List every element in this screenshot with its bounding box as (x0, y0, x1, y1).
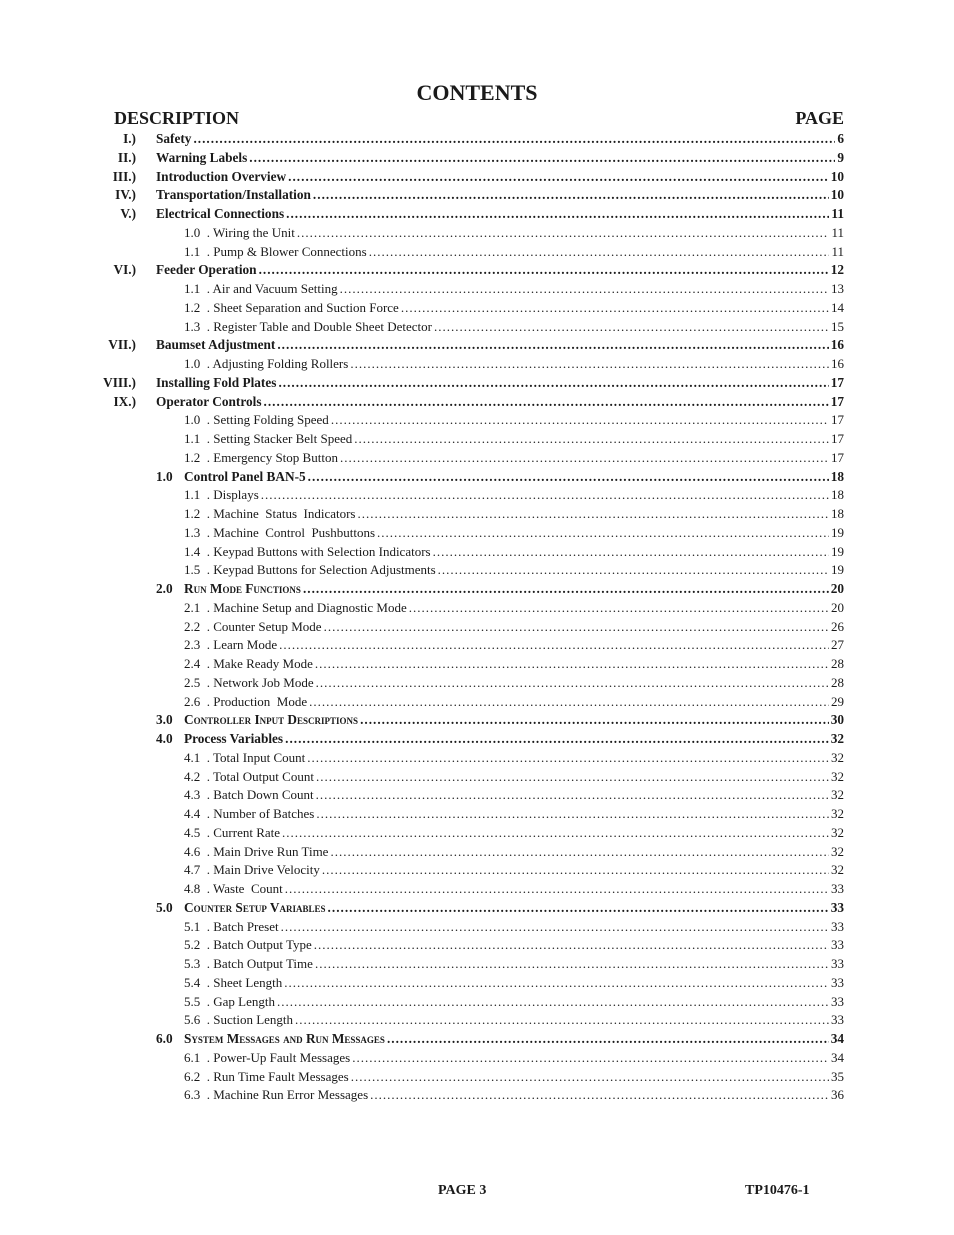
dot-leader (315, 955, 829, 974)
toc-entry-title: 1.1 . Displays (184, 487, 259, 503)
toc-entry-page: 11 (831, 224, 844, 240)
dot-leader (307, 749, 829, 768)
dot-leader (354, 430, 829, 449)
toc-entry[interactable] (0, 674, 954, 693)
toc-entry-number: 5.0 (156, 899, 173, 915)
dot-leader (281, 918, 829, 937)
toc-entry[interactable] (0, 205, 954, 224)
toc-entry-page: 19 (831, 562, 844, 578)
dot-leader (308, 468, 829, 487)
dot-leader (316, 768, 829, 787)
toc-entry-page: 11 (831, 206, 844, 221)
toc-entry-title: 5.2 . Batch Output Type (184, 937, 312, 953)
toc-entry-number: 1.0 (156, 468, 173, 484)
toc-entry[interactable] (0, 880, 954, 899)
dot-leader (315, 655, 829, 674)
toc-entry-number: 4.0 (156, 731, 173, 746)
toc-entry[interactable] (0, 1086, 954, 1105)
toc-entry-title: 4.6 . Main Drive Run Time (184, 843, 329, 859)
toc-entry-number: 3.0 (156, 712, 173, 728)
toc-entry-page: 30 (830, 712, 844, 728)
toc-entry[interactable] (0, 974, 954, 993)
toc-entry-title: 1.2 . Emergency Stop Button (184, 449, 338, 465)
toc-entry-page: 32 (831, 787, 844, 803)
dot-leader (377, 524, 829, 543)
dot-leader (360, 711, 829, 730)
toc-entry-page: 32 (831, 862, 844, 878)
toc-entry[interactable] (0, 580, 954, 599)
toc-entry[interactable] (0, 655, 954, 674)
toc-entry[interactable] (0, 130, 954, 149)
toc-entry-title: Control Panel BAN-5 (184, 468, 306, 484)
toc-entry-page: 27 (831, 637, 844, 653)
toc-entry[interactable] (0, 843, 954, 862)
dot-leader (370, 1086, 829, 1105)
toc-entry-page: 29 (831, 693, 844, 709)
toc-entry-number: VI.) (113, 262, 136, 278)
toc-entry[interactable] (0, 449, 954, 468)
dot-leader (313, 186, 829, 205)
toc-entry-page: 34 (831, 1049, 844, 1065)
toc-entry[interactable] (0, 1068, 954, 1087)
toc-entry-page: 10 (830, 168, 844, 184)
dot-leader (277, 336, 828, 355)
toc-entry-page: 33 (831, 881, 844, 896)
dot-leader (369, 243, 830, 262)
toc-entry-title: 4.4 . Number of Batches (184, 806, 315, 821)
dot-leader (330, 843, 829, 862)
toc-entry-page: 13 (831, 281, 844, 296)
toc-entry[interactable] (0, 374, 954, 393)
toc-entry-title: Transportation/Installation (156, 187, 311, 203)
toc-entry-title: 1.0 . Setting Folding Speed (184, 412, 329, 428)
dot-leader (322, 861, 829, 880)
toc-entry-page: 17 (830, 374, 844, 390)
toc-entry-page: 36 (831, 1087, 844, 1103)
toc-entry-page: 20 (831, 599, 844, 615)
toc-entry-title: 4.8 . Waste Count (184, 881, 283, 896)
toc-entry-title: Run Mode Functions (184, 581, 301, 596)
toc-entry[interactable] (0, 730, 954, 749)
toc-entry-title: System Messages and Run Messages (184, 1031, 385, 1046)
toc-entry-page: 19 (831, 524, 844, 540)
toc-entry[interactable] (0, 711, 954, 730)
dot-leader (264, 393, 829, 412)
toc-entry-number: V.) (120, 206, 136, 221)
footer-page-number: PAGE 3 (438, 1183, 487, 1198)
toc-entry-title: Counter Setup Variables (184, 899, 326, 915)
toc-entry[interactable] (0, 768, 954, 787)
table-of-contents (0, 130, 954, 1105)
toc-entry-title: Process Variables (184, 731, 284, 746)
dot-leader (295, 1011, 829, 1030)
toc-entry-title: 1.0 . Wiring the Unit (184, 224, 295, 240)
toc-entry[interactable] (0, 936, 954, 955)
dot-leader (316, 786, 829, 805)
toc-entry-title: 1.4 . Keypad Buttons with Selection Indicators (184, 543, 431, 559)
toc-entry-page: 15 (831, 318, 844, 334)
toc-entry[interactable] (0, 993, 954, 1012)
toc-entry-page: 16 (831, 356, 844, 371)
dot-leader (286, 205, 829, 224)
toc-entry-page: 33 (831, 918, 844, 934)
toc-entry-page: 19 (831, 543, 844, 559)
toc-entry-title: 1.2 . Machine Status Indicators (184, 506, 356, 521)
toc-entry-title: 2.5 . Network Job Mode (184, 674, 314, 690)
toc-entry-title: 1.1 . Air and Vacuum Setting (184, 281, 338, 296)
toc-entry-title: Warning Labels (156, 149, 248, 165)
dot-leader (351, 1068, 829, 1087)
footer-document-number: TP10476-1 (745, 1183, 810, 1198)
toc-entry[interactable] (0, 336, 954, 355)
toc-entry-title: 4.3 . Batch Down Count (184, 787, 314, 803)
toc-entry-page: 28 (831, 674, 844, 690)
toc-entry-title: 1.5 . Keypad Buttons for Selection Adjustments (184, 562, 436, 578)
toc-entry-page: 11 (831, 243, 844, 259)
toc-entry[interactable] (0, 411, 954, 430)
toc-entry-page: 18 (830, 468, 844, 484)
toc-entry-title: Operator Controls (156, 393, 262, 409)
toc-entry[interactable] (0, 299, 954, 318)
toc-entry-title: 1.2 . Sheet Separation and Suction Force (184, 299, 399, 315)
dot-leader (193, 130, 835, 149)
toc-entry-title: 6.1 . Power-Up Fault Messages (184, 1049, 351, 1065)
toc-entry-title: Controller Input Descriptions (184, 712, 359, 728)
toc-entry-page: 17 (831, 431, 844, 446)
toc-entry-title: 4.5 . Current Rate (184, 824, 281, 840)
toc-entry-page: 33 (831, 993, 844, 1009)
dot-leader (328, 899, 829, 918)
dot-leader (340, 280, 829, 299)
dot-leader (285, 730, 829, 749)
dot-leader (314, 936, 829, 955)
dot-leader (316, 805, 829, 824)
toc-entry[interactable] (0, 561, 954, 580)
toc-entry-page: 17 (831, 449, 844, 465)
toc-entry-title: 4.7 . Main Drive Velocity (184, 862, 320, 878)
dot-leader (340, 449, 829, 468)
page-column-header: PAGE (795, 108, 844, 128)
toc-entry[interactable] (0, 168, 954, 187)
toc-entry[interactable] (0, 524, 954, 543)
dot-leader (297, 224, 830, 243)
toc-entry[interactable] (0, 955, 954, 974)
toc-entry-page: 16 (830, 337, 844, 353)
toc-entry[interactable] (0, 468, 954, 487)
dot-leader (278, 374, 828, 393)
toc-entry-title: 5.1 . Batch Preset (184, 918, 279, 934)
toc-entry-number: 2.0 (156, 581, 173, 596)
toc-entry-page: 17 (831, 412, 844, 428)
dot-leader (358, 505, 830, 524)
toc-entry[interactable] (0, 618, 954, 637)
dot-leader (303, 580, 829, 599)
toc-entry[interactable] (0, 486, 954, 505)
toc-entry-title: Safety (156, 131, 192, 146)
toc-entry-page: 9 (837, 149, 844, 165)
toc-entry-number: IX.) (113, 393, 136, 409)
toc-entry-title: 1.0 . Adjusting Folding Rollers (184, 356, 349, 371)
dot-leader (409, 599, 829, 618)
dot-leader (309, 693, 829, 712)
toc-entry-title: 5.6 . Suction Length (184, 1012, 294, 1028)
toc-entry-page: 17 (830, 393, 844, 409)
toc-entry-title: 6.3 . Machine Run Error Messages (184, 1087, 369, 1103)
toc-entry-page: 18 (831, 506, 844, 521)
toc-entry-title: 6.2 . Run Time Fault Messages (184, 1068, 349, 1084)
toc-entry[interactable] (0, 186, 954, 205)
toc-entry-page: 34 (830, 1031, 844, 1046)
toc-entry-page: 28 (831, 656, 844, 671)
toc-entry[interactable] (0, 318, 954, 337)
toc-entry[interactable] (0, 149, 954, 168)
dot-leader (277, 993, 829, 1012)
dot-leader (324, 618, 829, 637)
toc-entry-page: 10 (830, 187, 844, 203)
toc-entry[interactable] (0, 280, 954, 299)
toc-entry-page: 18 (831, 487, 844, 503)
toc-entry-page: 35 (831, 1068, 844, 1084)
dot-leader (316, 674, 829, 693)
dot-leader (279, 636, 829, 655)
toc-entry-title: 4.2 . Total Output Count (184, 768, 314, 784)
dot-leader (387, 1030, 829, 1049)
dot-leader (401, 299, 829, 318)
toc-entry[interactable] (0, 355, 954, 374)
toc-entry[interactable] (0, 899, 954, 918)
toc-entry-title: 1.1 . Setting Stacker Belt Speed (184, 431, 353, 446)
toc-entry[interactable] (0, 599, 954, 618)
toc-entry[interactable] (0, 1011, 954, 1030)
toc-entry[interactable] (0, 693, 954, 712)
toc-entry-title: Introduction Overview (156, 168, 287, 184)
toc-entry-number: VIII.) (103, 374, 136, 390)
toc-entry-page: 32 (830, 731, 844, 746)
dot-leader (284, 974, 829, 993)
toc-entry-title: 1.3 . Machine Control Pushbuttons (184, 524, 376, 540)
toc-entry-page: 33 (831, 974, 844, 990)
toc-entry-number: II.) (117, 149, 136, 165)
toc-entry-title: 2.1 . Machine Setup and Diagnostic Mode (184, 599, 407, 615)
toc-entry-title: 2.4 . Make Ready Mode (184, 656, 313, 671)
toc-entry[interactable] (0, 918, 954, 937)
toc-entry[interactable] (0, 1030, 954, 1049)
dot-leader (350, 355, 829, 374)
toc-entry-title: 2.2 . Counter Setup Mode (184, 618, 322, 634)
dot-leader (282, 824, 829, 843)
toc-entry-page: 33 (831, 1012, 844, 1028)
toc-entry-page: 26 (831, 618, 844, 634)
dot-leader (438, 561, 829, 580)
toc-entry[interactable] (0, 393, 954, 412)
toc-entry-page: 6 (837, 131, 844, 146)
dot-leader (331, 411, 829, 430)
toc-entry-number: III.) (112, 168, 136, 184)
page-title: CONTENTS (416, 80, 538, 105)
toc-entry-title: 5.3 . Batch Output Time (184, 956, 313, 971)
toc-entry[interactable] (0, 786, 954, 805)
toc-entry-page: 32 (831, 806, 844, 821)
toc-entry-page: 12 (830, 262, 844, 278)
toc-entry[interactable] (0, 243, 954, 262)
toc-entry[interactable] (0, 861, 954, 880)
toc-entry[interactable] (0, 636, 954, 655)
toc-entry-page: 33 (831, 937, 844, 953)
toc-entry-page: 32 (831, 768, 844, 784)
toc-entry-title: Installing Fold Plates (156, 374, 277, 390)
toc-entry-page: 33 (831, 956, 844, 971)
toc-entry-number: IV.) (115, 187, 136, 203)
toc-entry-title: Baumset Adjustment (156, 337, 276, 353)
toc-entry[interactable] (0, 749, 954, 768)
dot-leader (434, 318, 829, 337)
toc-entry-title: Feeder Operation (156, 262, 257, 278)
toc-entry-title: 5.4 . Sheet Length (184, 974, 283, 990)
toc-entry-number: I.) (123, 131, 136, 146)
toc-entry[interactable] (0, 224, 954, 243)
toc-entry-title: 5.5 . Gap Length (184, 993, 275, 1009)
dot-leader (249, 149, 835, 168)
toc-entry[interactable] (0, 505, 954, 524)
toc-entry-page: 32 (831, 843, 844, 859)
toc-entry-page: 32 (831, 749, 844, 765)
toc-entry-page: 32 (831, 824, 844, 840)
toc-entry-page: 20 (830, 581, 844, 596)
dot-leader (261, 486, 829, 505)
toc-entry[interactable] (0, 805, 954, 824)
toc-entry-page: 33 (830, 899, 844, 915)
toc-entry-title: 2.6 . Production Mode (184, 693, 308, 709)
toc-entry[interactable] (0, 543, 954, 562)
dot-leader (433, 543, 829, 562)
toc-entry-title: 2.3 . Learn Mode (184, 637, 278, 653)
toc-entry-title: Electrical Connections (156, 206, 285, 221)
toc-entry[interactable] (0, 824, 954, 843)
toc-entry[interactable] (0, 430, 954, 449)
dot-leader (259, 261, 829, 280)
dot-leader (352, 1049, 829, 1068)
toc-entry-title: 1.3 . Register Table and Double Sheet Detector (184, 318, 432, 334)
toc-entry-title: 1.1 . Pump & Blower Connections (184, 243, 367, 259)
dot-leader (285, 880, 829, 899)
toc-entry-page: 14 (831, 299, 844, 315)
description-column-header: DESCRIPTION (114, 108, 240, 128)
toc-entry[interactable] (0, 261, 954, 280)
toc-entry-number: 6.0 (156, 1031, 173, 1046)
toc-entry-title: 4.1 . Total Input Count (184, 749, 306, 765)
toc-entry-number: VII.) (108, 337, 136, 353)
toc-entry[interactable] (0, 1049, 954, 1068)
dot-leader (288, 168, 829, 187)
